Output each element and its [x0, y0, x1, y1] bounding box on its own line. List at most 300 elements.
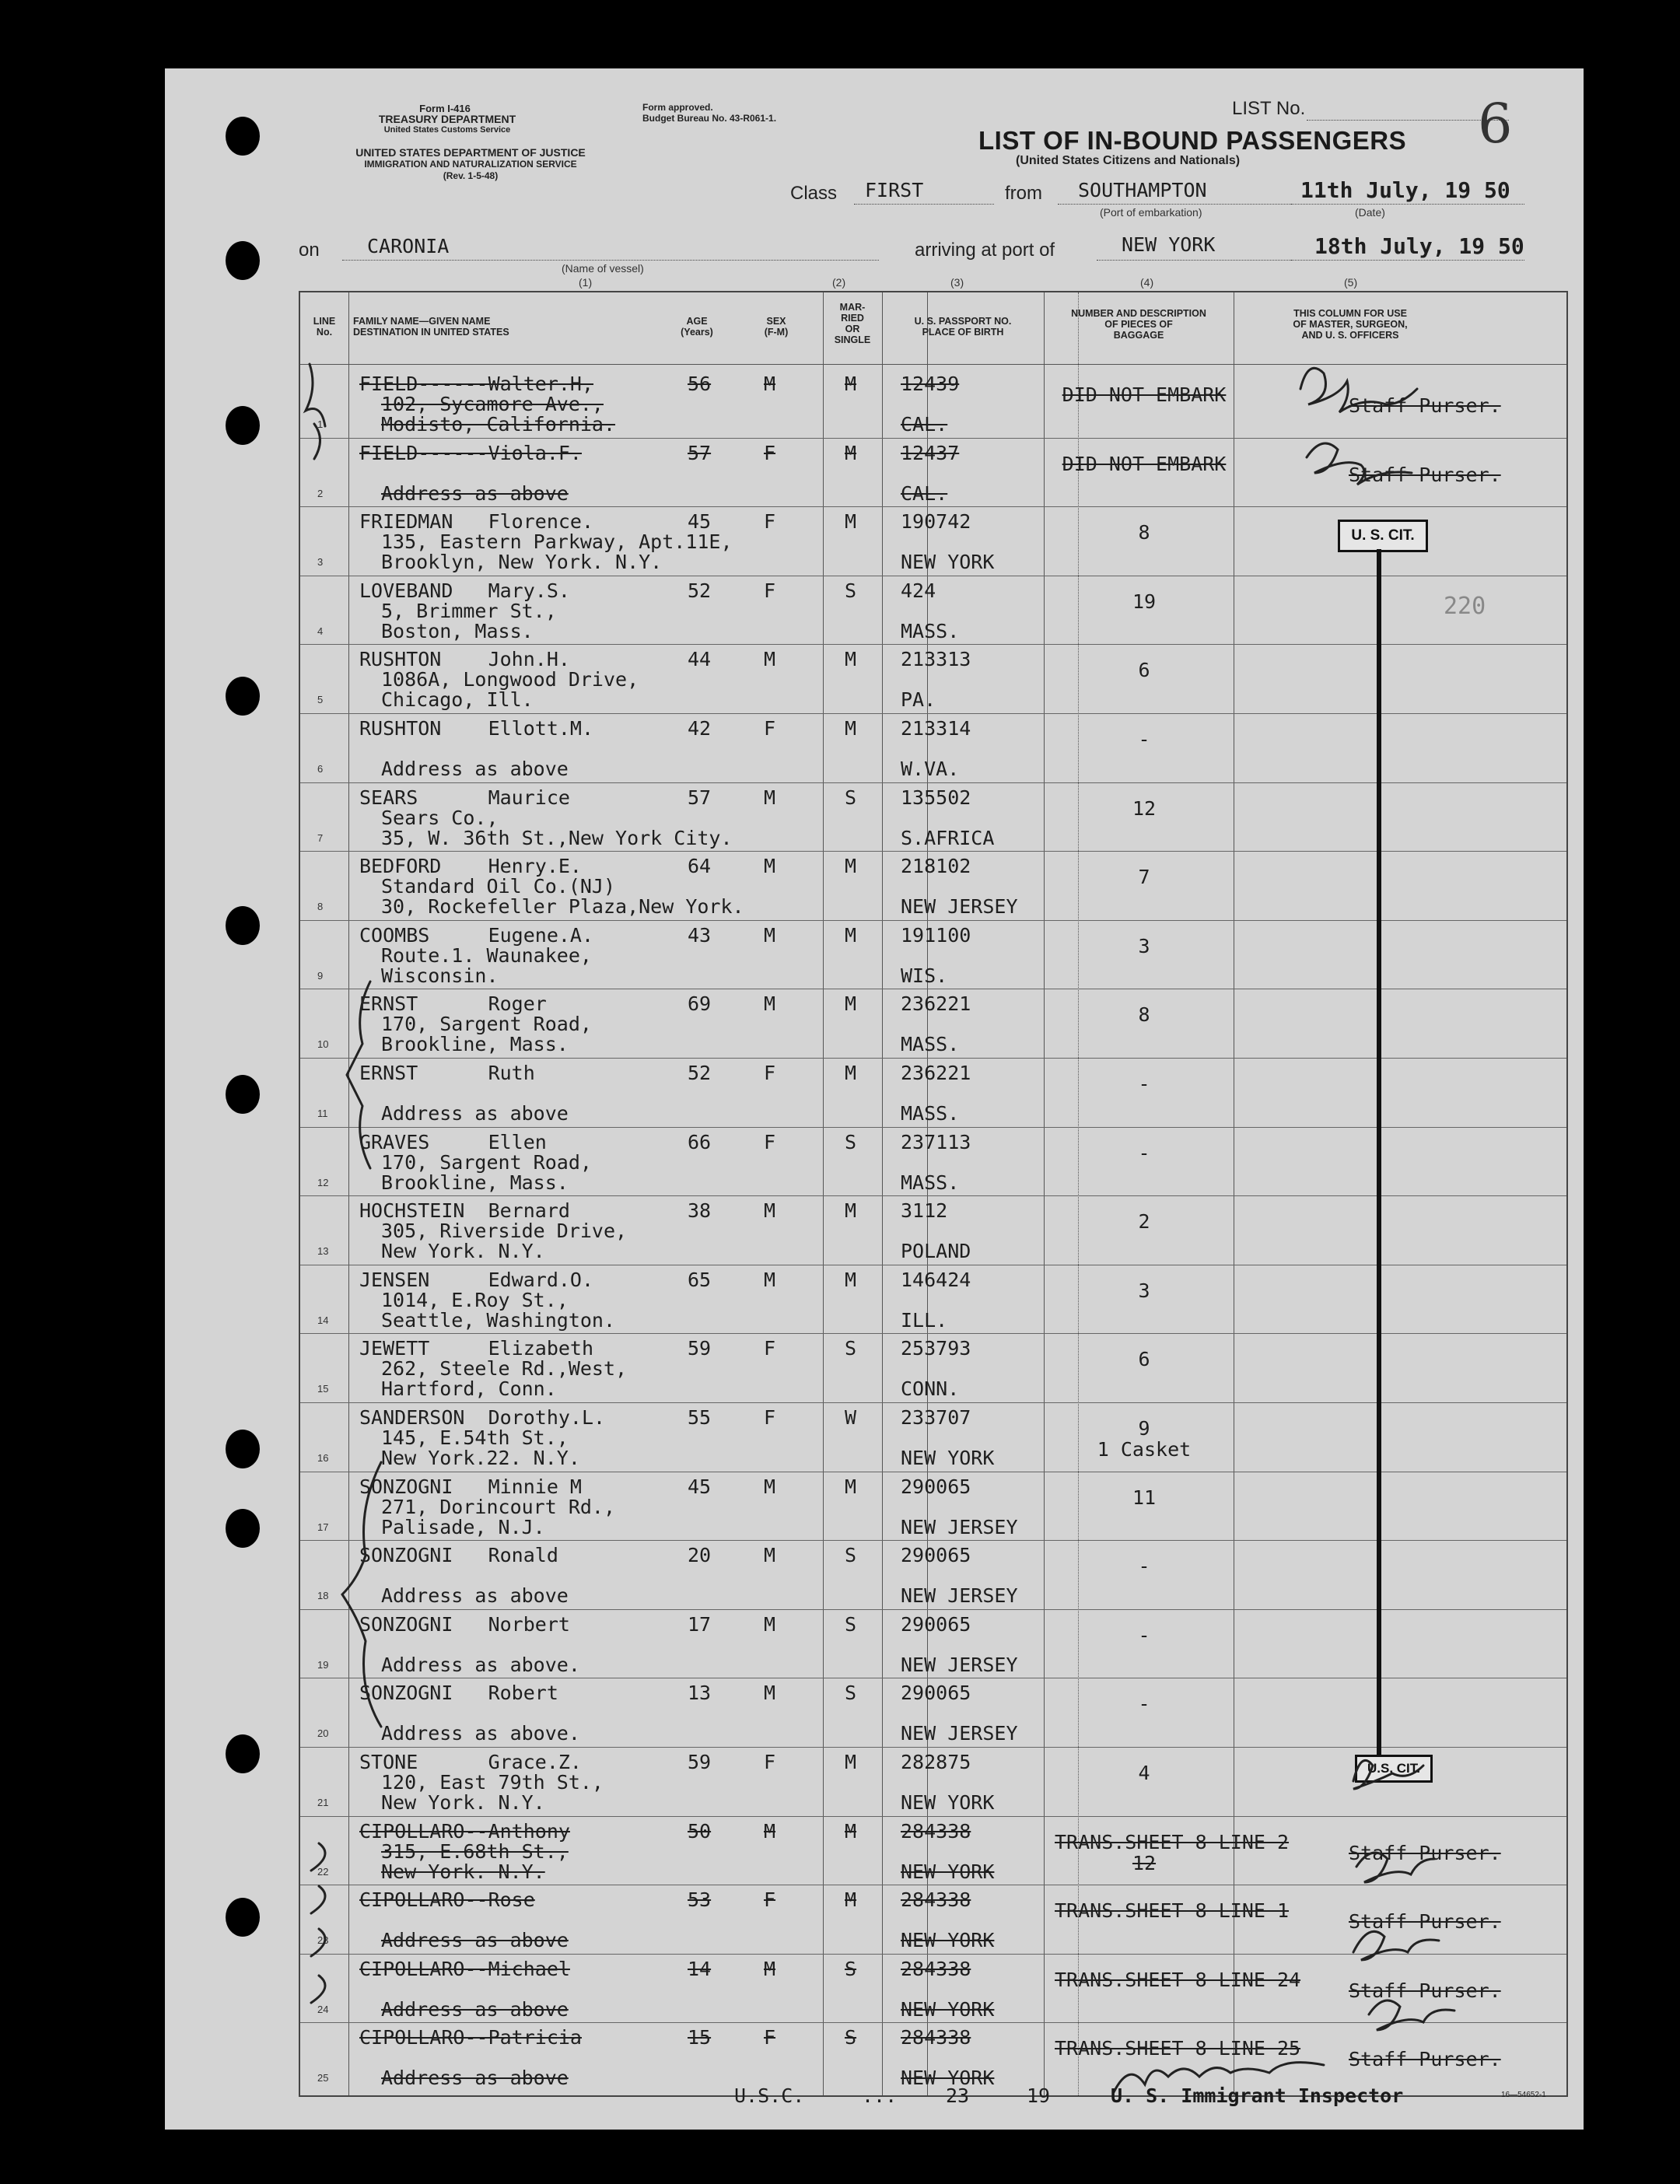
table-row — [300, 1816, 1566, 1886]
place-of-birth: NEW JERSEY — [901, 1515, 1018, 1538]
baggage: 7 — [1138, 866, 1150, 889]
passenger-sex: F — [764, 2026, 776, 2049]
line-number: 18 — [317, 1590, 329, 1602]
passport-number: 284338 — [901, 1819, 971, 1843]
destination-line-1: Standard Oil Co.(NJ) — [381, 875, 616, 898]
passenger-name: SANDERSON Dorothy.L. — [359, 1406, 606, 1429]
vessel-caption: (Name of vessel) — [562, 262, 644, 275]
baggage: TRANS.SHEET 8 LINE 25 — [1055, 2037, 1301, 2060]
marital-status: M — [845, 1819, 857, 1843]
marital-status: M — [845, 1475, 857, 1498]
official-use: Staff Purser. — [1349, 1979, 1501, 2002]
col-header-line: LINE No. — [313, 316, 336, 338]
punch-hole — [226, 1509, 260, 1548]
footer-inspector: U. S. Immigrant Inspector — [1111, 2084, 1404, 2107]
passenger-sex: F — [764, 1751, 776, 1773]
port-caption: (Port of embarkation) — [1100, 206, 1202, 219]
place-of-birth: CAL. — [901, 413, 948, 436]
passport-number: 191100 — [901, 923, 971, 947]
line-number: 20 — [317, 1727, 329, 1740]
marital-status: M — [845, 1888, 857, 1912]
passenger-sex: M — [764, 1199, 776, 1223]
passenger-sex: M — [764, 373, 776, 395]
destination-line-2: Palisade, N.J. — [381, 1515, 545, 1538]
budget-bureau: Budget Bureau No. 43-R061-1. — [642, 113, 777, 124]
passenger-age: 15 — [688, 2026, 712, 2049]
line-number: 25 — [317, 2072, 329, 2084]
passport-number: 284338 — [901, 1957, 971, 1980]
line-number: 15 — [317, 1383, 329, 1395]
col-header-sex: SEX (F-M) — [764, 316, 789, 338]
passenger-age: 45 — [688, 1475, 712, 1498]
line-number: 17 — [317, 1521, 329, 1533]
table-row — [300, 438, 1566, 508]
footer-usc: U.S.C. — [734, 2084, 805, 2107]
place-of-birth: NEW JERSEY — [901, 895, 1018, 919]
from-underline — [1058, 204, 1291, 205]
passport-number: 284338 — [901, 2026, 971, 2049]
marital-status: M — [845, 1751, 857, 1773]
baggage: 9 1 Casket — [1097, 1417, 1192, 1461]
passport-number: 135502 — [901, 786, 971, 809]
place-of-birth: WIS. — [901, 964, 948, 987]
destination-line-2: Address as above — [381, 1997, 569, 2021]
destination-line-1: 271, Dorincourt Rd., — [381, 1495, 616, 1518]
passport-number: 284338 — [901, 1888, 971, 1912]
punch-hole — [226, 1075, 260, 1114]
passport-number: 146424 — [901, 1268, 971, 1291]
passport-number: 290065 — [901, 1612, 971, 1636]
ins-service: IMMIGRATION AND NATURALIZATION SERVICE — [364, 159, 577, 170]
place-of-birth: POLAND — [901, 1240, 971, 1263]
marital-status: M — [845, 1268, 857, 1291]
from-port: SOUTHAMPTON — [1078, 179, 1207, 201]
punch-hole — [226, 241, 260, 280]
marital-status: S — [845, 1544, 857, 1567]
from-label: from — [1005, 183, 1042, 204]
line-number: 13 — [317, 1245, 329, 1258]
place-of-birth: MASS. — [901, 1171, 960, 1194]
passport-number: 253793 — [901, 1337, 971, 1360]
place-of-birth: NEW YORK — [901, 1997, 995, 2021]
passenger-age: 55 — [688, 1406, 712, 1429]
passenger-sex: F — [764, 1337, 776, 1360]
line-number: 16 — [317, 1452, 329, 1464]
punch-hole — [226, 117, 260, 156]
passenger-name: GRAVES Ellen — [359, 1130, 547, 1153]
marital-status: M — [845, 510, 857, 534]
marital-status: M — [845, 992, 857, 1016]
vessel-underline — [342, 260, 879, 261]
destination-line-2: Address as above — [381, 1584, 569, 1608]
passenger-sex: M — [764, 1612, 776, 1636]
form-approved: Form approved. — [642, 102, 713, 113]
destination-line-2: Brooklyn, New York. N.Y. — [381, 551, 663, 574]
destination-line-1: 120, East 79th St., — [381, 1771, 604, 1794]
baggage: 6 — [1138, 1348, 1150, 1371]
passport-number: 236221 — [901, 992, 971, 1016]
destination-line-2: Seattle, Washington. — [381, 1308, 616, 1332]
place-of-birth: NEW YORK — [901, 1860, 995, 1883]
passenger-name: SONZOGNI Norbert — [359, 1612, 570, 1636]
destination-line-2: New York. N.Y. — [381, 1860, 545, 1883]
line-number: 23 — [317, 1934, 329, 1947]
passport-number: 424 — [901, 579, 936, 602]
destination-line-1: 135, Eastern Parkway, Apt.11E, — [381, 530, 733, 554]
passenger-name: HOCHSTEIN Bernard — [359, 1199, 570, 1223]
passenger-name: BEDFORD Henry.E. — [359, 855, 582, 878]
destination-line-2: 35, W. 36th St.,New York City. — [381, 826, 733, 849]
line-number: 6 — [317, 763, 324, 775]
stamp-bracket-line — [1377, 549, 1381, 1755]
passenger-age: 66 — [688, 1130, 712, 1153]
official-use: Staff Purser. — [1349, 2048, 1501, 2071]
table-row — [300, 369, 1566, 439]
col-number-1: (1) — [579, 276, 593, 289]
table-row — [300, 1885, 1566, 1955]
destination-line-2: Brookline, Mass. — [381, 1171, 569, 1194]
destination-line-2: Address as above — [381, 1102, 569, 1125]
passenger-age: 13 — [688, 1682, 712, 1705]
place-of-birth: MASS. — [901, 619, 960, 642]
destination-line-2: Address as above. — [381, 1722, 580, 1745]
justice-dept: UNITED STATES DEPARTMENT OF JUSTICE — [355, 146, 586, 159]
destination-line-1: 145, E.54th St., — [381, 1426, 569, 1449]
place-of-birth: NEW YORK — [901, 2067, 995, 2090]
passport-number: 213313 — [901, 648, 971, 671]
passenger-age: 20 — [688, 1544, 712, 1567]
class-value: FIRST — [865, 179, 924, 201]
passenger-name: FIELD------Viola.F. — [359, 441, 582, 464]
place-of-birth: NEW YORK — [901, 1447, 995, 1469]
baggage: - — [1138, 728, 1150, 751]
line-number: 10 — [317, 1038, 329, 1051]
destination-line-2: New York. N.Y. — [381, 1791, 545, 1814]
place-of-birth: CONN. — [901, 1377, 960, 1401]
passenger-age: 59 — [688, 1751, 712, 1773]
on-label: on — [299, 240, 320, 261]
footer-printer: 16—54652-1 — [1501, 2091, 1546, 2099]
passenger-name: RUSHTON John.H. — [359, 648, 570, 671]
line-number: 12 — [317, 1176, 329, 1188]
col-number-3: (3) — [950, 276, 964, 289]
passenger-name: CIPOLLARO--Rose — [359, 1888, 535, 1912]
passenger-name: ERNST Roger — [359, 992, 547, 1016]
table-row — [300, 1954, 1566, 2024]
passenger-sex: F — [764, 510, 776, 534]
destination-line-1: 170, Sargent Road, — [381, 1150, 592, 1174]
passport-number: 236221 — [901, 1062, 971, 1084]
passenger-name: SONZOGNI Minnie M — [359, 1475, 582, 1498]
arrival-underline — [1097, 260, 1291, 261]
official-use: Staff Purser. — [1349, 463, 1501, 486]
official-use: Staff Purser. — [1349, 1841, 1501, 1864]
marital-status: M — [845, 923, 857, 947]
place-of-birth: MASS. — [901, 1033, 960, 1056]
marital-status: S — [845, 2026, 857, 2049]
destination-line-2: Address as above — [381, 481, 569, 505]
line-number: 14 — [317, 1314, 329, 1326]
baggage: - — [1138, 1623, 1150, 1647]
passenger-age: 38 — [688, 1199, 712, 1223]
line-number: 21 — [317, 1797, 329, 1808]
line-number: 9 — [317, 969, 324, 982]
passenger-sex: F — [764, 579, 776, 602]
line-number: 7 — [317, 831, 324, 844]
line-number: 22 — [317, 1865, 329, 1878]
passenger-name: FRIEDMAN Florence. — [359, 510, 594, 534]
arrival-date-underline — [1291, 260, 1524, 261]
official-use: Staff Purser. — [1349, 394, 1501, 417]
line-number: 2 — [317, 487, 324, 499]
form-number: Form I-416 — [419, 103, 471, 114]
destination-line-1: 315, E.68th St., — [381, 1839, 569, 1863]
us-citizen-stamp-bottom: U.S. CIT. — [1355, 1755, 1433, 1783]
passenger-name: JENSEN Edward.O. — [359, 1268, 594, 1291]
place-of-birth: MASS. — [901, 1102, 960, 1125]
passport-number: 12439 — [901, 373, 960, 395]
passport-number: 3112 — [901, 1199, 948, 1223]
footer-dots: ... — [862, 2084, 898, 2107]
place-of-birth: NEW YORK — [901, 551, 995, 574]
place-of-birth: NEW JERSEY — [901, 1722, 1018, 1745]
place-of-birth: W.VA. — [901, 758, 960, 780]
revision-date: (Rev. 1-5-48) — [443, 170, 499, 181]
place-of-birth: NEW JERSEY — [901, 1584, 1018, 1608]
passenger-sex: M — [764, 1682, 776, 1705]
marital-status: S — [845, 1612, 857, 1636]
header-divider — [300, 364, 1566, 365]
destination-line-1: 305, Riverside Drive, — [381, 1220, 628, 1243]
baggage: 6 — [1138, 659, 1150, 682]
destination-line-2: Address as above — [381, 2067, 569, 2090]
col-header-passport: U. S. PASSPORT NO. PLACE OF BIRTH — [914, 316, 1012, 338]
passenger-name: SEARS Maurice — [359, 786, 570, 809]
baggage: 8 — [1138, 521, 1150, 544]
punch-hole — [226, 1898, 260, 1937]
passenger-name: CIPOLLARO--Michael — [359, 1957, 570, 1980]
line-number: 19 — [317, 1658, 329, 1671]
customs-service: United States Customs Service — [383, 125, 511, 135]
passenger-name: FIELD------Walter.H, — [359, 373, 594, 395]
class-label: Class — [790, 183, 838, 204]
us-citizen-stamp-top: U. S. CIT. — [1338, 520, 1428, 552]
destination-line-2: Boston, Mass. — [381, 619, 534, 642]
footer-year: 19 — [1027, 2084, 1051, 2107]
line-number: 8 — [317, 901, 324, 913]
passenger-sex: F — [764, 717, 776, 740]
destination-line-2: Hartford, Conn. — [381, 1377, 557, 1401]
marital-status: M — [845, 441, 857, 464]
marital-status: M — [845, 648, 857, 671]
baggage: TRANS.SHEET 8 LINE 1 — [1055, 1899, 1290, 1923]
passport-number: 290065 — [901, 1475, 971, 1498]
col-header-married: MAR- RIED OR SINGLE — [834, 302, 871, 345]
col-header-age: AGE (Years) — [681, 316, 713, 338]
line-number: 3 — [317, 556, 324, 569]
marital-status: S — [845, 1957, 857, 1980]
page-title: LIST OF IN-BOUND PASSENGERS — [978, 126, 1407, 155]
baggage: DID NOT EMBARK — [1062, 452, 1227, 475]
destination-line-1: Sears Co., — [381, 806, 499, 829]
destination-line-2: Address as above. — [381, 1653, 580, 1676]
passenger-sex: M — [764, 1819, 776, 1843]
passenger-name: SONZOGNI Robert — [359, 1682, 558, 1705]
place-of-birth: ILL. — [901, 1308, 948, 1332]
official-use: Staff Purser. — [1349, 1910, 1501, 1934]
vessel-name: CARONIA — [367, 235, 450, 257]
passenger-age: 52 — [688, 1062, 712, 1084]
passport-number: 233707 — [901, 1406, 971, 1429]
destination-line-1: 1086A, Longwood Drive, — [381, 668, 639, 691]
destination-line-1: 5, Brimmer St., — [381, 599, 557, 622]
date-underline — [1291, 204, 1524, 205]
baggage: - — [1138, 1141, 1150, 1164]
passport-number: 213314 — [901, 717, 971, 740]
col-header-name: FAMILY NAME—GIVEN NAME DESTINATION IN UNITED STATES — [353, 316, 509, 338]
line-number: 5 — [317, 694, 324, 706]
passenger-sex: M — [764, 992, 776, 1016]
list-number-value: 6 — [1478, 92, 1513, 156]
baggage: TRANS.SHEET 8 LINE 24 — [1055, 1968, 1301, 1991]
line-number: 11 — [317, 1108, 328, 1119]
line-number: 24 — [317, 2003, 329, 2015]
passenger-name: STONE Grace.Z. — [359, 1751, 582, 1773]
line-number: 1 — [317, 418, 324, 430]
arrival-port: NEW YORK — [1122, 233, 1216, 256]
baggage: 2 — [1138, 1210, 1150, 1234]
destination-line-2: Wisconsin. — [381, 964, 499, 987]
baggage: 19 — [1132, 590, 1157, 613]
place-of-birth: NEW JERSEY — [901, 1653, 1018, 1676]
passenger-sex: M — [764, 1475, 776, 1498]
baggage: 11 — [1132, 1486, 1157, 1509]
passenger-name: SONZOGNI Ronald — [359, 1544, 558, 1567]
place-of-birth: S.AFRICA — [901, 826, 995, 849]
punch-hole — [226, 1734, 260, 1773]
baggage: - — [1138, 1073, 1150, 1095]
passenger-age: 17 — [688, 1612, 712, 1636]
col-header-baggage: NUMBER AND DESCRIPTION OF PIECES OF BAGGAGE — [1071, 308, 1206, 341]
destination-line-2: Modisto, California. — [381, 413, 616, 436]
marital-status: M — [845, 373, 857, 395]
list-no-label: LIST No. — [1232, 98, 1306, 119]
passenger-name: COOMBS Eugene.A. — [359, 923, 594, 947]
table-row — [300, 2022, 1566, 2091]
baggage: 4 — [1138, 1762, 1150, 1784]
passenger-age: 14 — [688, 1957, 712, 1980]
marital-status: M — [845, 1062, 857, 1084]
passenger-age: 65 — [688, 1268, 712, 1291]
baggage: 3 — [1138, 934, 1150, 957]
baggage: 3 — [1138, 1279, 1150, 1302]
passenger-sex: F — [764, 1406, 776, 1429]
passenger-name: RUSHTON Ellott.M. — [359, 717, 594, 740]
page-subtitle: (United States Citizens and Nationals) — [1016, 154, 1241, 167]
passenger-age: 43 — [688, 923, 712, 947]
passport-number: 218102 — [901, 855, 971, 878]
col-number-4: (4) — [1140, 276, 1154, 289]
passport-number: 237113 — [901, 1130, 971, 1153]
passenger-age: 53 — [688, 1888, 712, 1912]
passenger-name: CIPOLLARO--Anthony — [359, 1819, 570, 1843]
passport-number: 290065 — [901, 1544, 971, 1567]
passenger-name: JEWETT Elizabeth — [359, 1337, 594, 1360]
col-number-5: (5) — [1344, 276, 1358, 289]
passenger-sex: M — [764, 855, 776, 878]
passenger-name: ERNST Ruth — [359, 1062, 535, 1084]
baggage: DID NOT EMBARK — [1062, 383, 1227, 406]
punch-hole — [226, 906, 260, 945]
marital-status: S — [845, 1682, 857, 1705]
destination-line-2: Chicago, Ill. — [381, 688, 534, 712]
passenger-sex: M — [764, 1268, 776, 1291]
marital-status: M — [845, 717, 857, 740]
margin-number: 220 — [1444, 593, 1486, 620]
passport-number: 290065 — [901, 1682, 971, 1705]
col-number-2: (2) — [832, 276, 846, 289]
marital-status: S — [845, 1337, 857, 1360]
passenger-name: CIPOLLARO--Patricia — [359, 2026, 582, 2049]
baggage: - — [1138, 1692, 1150, 1716]
passenger-sex: M — [764, 648, 776, 671]
passenger-sex: F — [764, 1130, 776, 1153]
passenger-age: 44 — [688, 648, 712, 671]
passenger-name: LOVEBAND Mary.S. — [359, 579, 570, 602]
marital-status: S — [845, 579, 857, 602]
marital-status: S — [845, 1130, 857, 1153]
passenger-age: 52 — [688, 579, 712, 602]
arriving-label: arriving at port of — [915, 240, 1055, 261]
passenger-sex: F — [764, 441, 776, 464]
baggage: - — [1138, 1555, 1150, 1578]
passenger-age: 57 — [688, 786, 712, 809]
destination-line-1: 170, Sargent Road, — [381, 1013, 592, 1036]
marital-status: M — [845, 1199, 857, 1223]
passenger-sex: M — [764, 923, 776, 947]
destination-line-1: 262, Steele Rd.,West, — [381, 1357, 628, 1381]
footer-count: 23 — [946, 2084, 970, 2107]
passenger-age: 56 — [688, 373, 712, 395]
passport-number: 190742 — [901, 510, 971, 534]
passenger-age: 50 — [688, 1819, 712, 1843]
date-caption: (Date) — [1355, 206, 1385, 219]
punch-hole — [226, 1430, 260, 1468]
passenger-sex: M — [764, 786, 776, 809]
marital-status: M — [845, 855, 857, 878]
passenger-age: 64 — [688, 855, 712, 878]
destination-line-1: 1014, E.Roy St., — [381, 1288, 569, 1311]
destination-line-2: New York.22. N.Y. — [381, 1447, 580, 1469]
marital-status: S — [845, 786, 857, 809]
col-header-official: THIS COLUMN FOR USE OF MASTER, SURGEON, AND U. S. OFFICERS — [1293, 308, 1408, 341]
class-underline — [854, 204, 994, 205]
embark-date: 11th July, 19 50 — [1300, 177, 1510, 203]
destination-line-1: 102, Sycamore Ave., — [381, 393, 604, 415]
destination-line-2: 30, Rockefeller Plaza,New York. — [381, 895, 744, 919]
baggage: 12 — [1132, 796, 1157, 820]
place-of-birth: PA. — [901, 688, 936, 712]
passenger-sex: M — [764, 1957, 776, 1980]
passenger-age: 57 — [688, 441, 712, 464]
baggage: 8 — [1138, 1003, 1150, 1027]
destination-line-2: Address as above — [381, 758, 569, 780]
destination-line-2: New York. N.Y. — [381, 1240, 545, 1263]
passenger-sex: F — [764, 1062, 776, 1084]
marital-status: W — [845, 1406, 857, 1429]
baggage: TRANS.SHEET 8 LINE 2 12 — [1055, 1830, 1290, 1874]
place-of-birth: NEW YORK — [901, 1929, 995, 1952]
